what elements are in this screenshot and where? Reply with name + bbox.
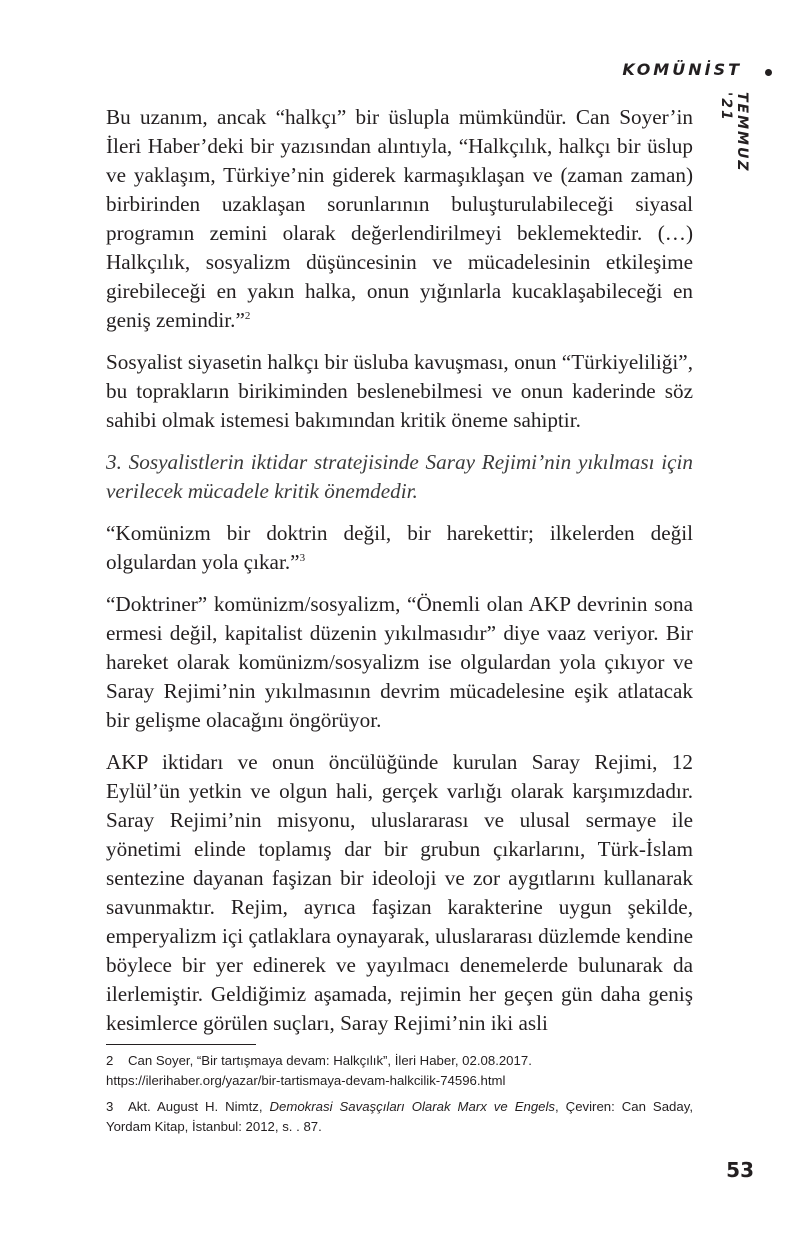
footnote-text: Akt. August H. Nimtz, — [128, 1099, 270, 1114]
paragraph — [106, 348, 693, 435]
footnotes — [106, 1044, 693, 1143]
section-heading-text: 3. Sosyalistlerin iktidar stratejisinde Saray Rejimi’nin yıkılması için verilecek mücadele kritik önemdedir. — [106, 450, 693, 503]
paragraph-text: AKP iktidarı ve onun öncülüğünde kurulan Saray Rejimi, 12 Eylül’ün yetkin ve olgun hali, gerçek varlığı olarak karşımızdadır. Saray Rejimi’nin misyonu, uluslararası ve ulusal sermaye ile yönetimi elinde toplamış dar bir grubun çıkarlarını, Türk-İslam sentezine dayanan faşizan bir ideoloji ve zor aygıtlarını kullanarak savunmaktır. Rejim, ayrıca faşizan karakterine uygun şekilde, emperyalizm içi çatlaklara oynayarak, uluslararası düzlemde kendine böylece bir yer edinerek ve yayılmacı denemelerde bulunarak da ilerlemiştir. Geldiğimiz aşamada, rejimin her geçen gün daha geniş kesimlerce görülen suçları, Saray Rejimi’nin iki asli — [106, 750, 693, 1035]
bullet-dot-icon — [765, 69, 772, 76]
page-number: 53 — [726, 1158, 754, 1182]
footnote-number: 3 — [106, 1099, 114, 1114]
footnote-item — [106, 1051, 693, 1091]
footnote-number: 2 — [106, 1053, 114, 1068]
book-title: Demokrasi Savaşçıları Olarak Marx ve Engels — [269, 1099, 556, 1114]
footnote-text: Can Soyer, “Bir tartışmaya devam: Halkçılık”, İleri Haber, 02.08.2017. — [128, 1053, 532, 1068]
paragraph-text: Sosyalist siyasetin halkçı bir üsluba kavuşması, onun “Türkiyeliliği”, bu toprakların birikiminden beslenebilmesi ve onun kaderinde söz sahibi olmak istemesi bakımından kritik öneme sahiptir. — [106, 350, 693, 432]
body-text — [106, 103, 693, 1051]
issue-date: TEMMUZ '21 — [718, 92, 750, 173]
magazine-title: KOMÜNİST — [622, 60, 742, 79]
paragraph-text: “Komünizm bir doktrin değil, bir harekettir; ilkelerden değil olgulardan yola çıkar.” — [106, 521, 693, 574]
footnote-divider — [106, 1044, 256, 1045]
footnote-reference[interactable]: 2 — [244, 309, 251, 322]
paragraph — [106, 103, 693, 335]
footnote-link[interactable]: https://ilerihaber.org/yazar/bir-tartismaya-devam-halkcilik-74596.html — [106, 1073, 506, 1088]
footnote-text: , Çeviren: Can Saday, Yordam Kitap, İstanbul: 2012, s. . 87. — [106, 1099, 693, 1134]
footnote-item — [106, 1097, 693, 1137]
section-heading — [106, 448, 693, 506]
footnote-reference[interactable]: 3 — [299, 551, 306, 564]
paragraph-text: Bu uzanım, ancak “halkçı” bir üslupla mümkündür. Can Soyer’in İleri Haber’deki bir yazısından alıntıyla, “Halkçılık, halkçı bir üslup ve yaklaşım, Türkiye’nin giderek karmaşıklaşan ve (zaman zaman) birbirinden uzaklaşan sorunlarının buluşturulabileceği siyasal programın zemini olarak değerlendirilmeyi beklemektedir. (…) Halkçılık, sosyalizm düşüncesinin ve mücadelesinin etkileşime girebileceği en yakın halka, onun yığınlarla kucaklaşabileceği en geniş zemindir.” — [106, 105, 693, 332]
paragraph — [106, 748, 693, 1038]
paragraph — [106, 519, 693, 577]
paragraph — [106, 590, 693, 735]
paragraph-text: “Doktriner” komünizm/sosyalizm, “Önemli olan AKP devrinin sona ermesi değil, kapitalist düzenin yıkılmasıdır” diye vaaz veriyor. Bir hareket olarak komünizm/sosyalizm ise olgulardan yola çıkıyor ve Saray Rejimi’nin yıkılmasının devrim mücadelesine eşik atlatacak bir gelişme olacağını öngörüyor. — [106, 592, 693, 732]
